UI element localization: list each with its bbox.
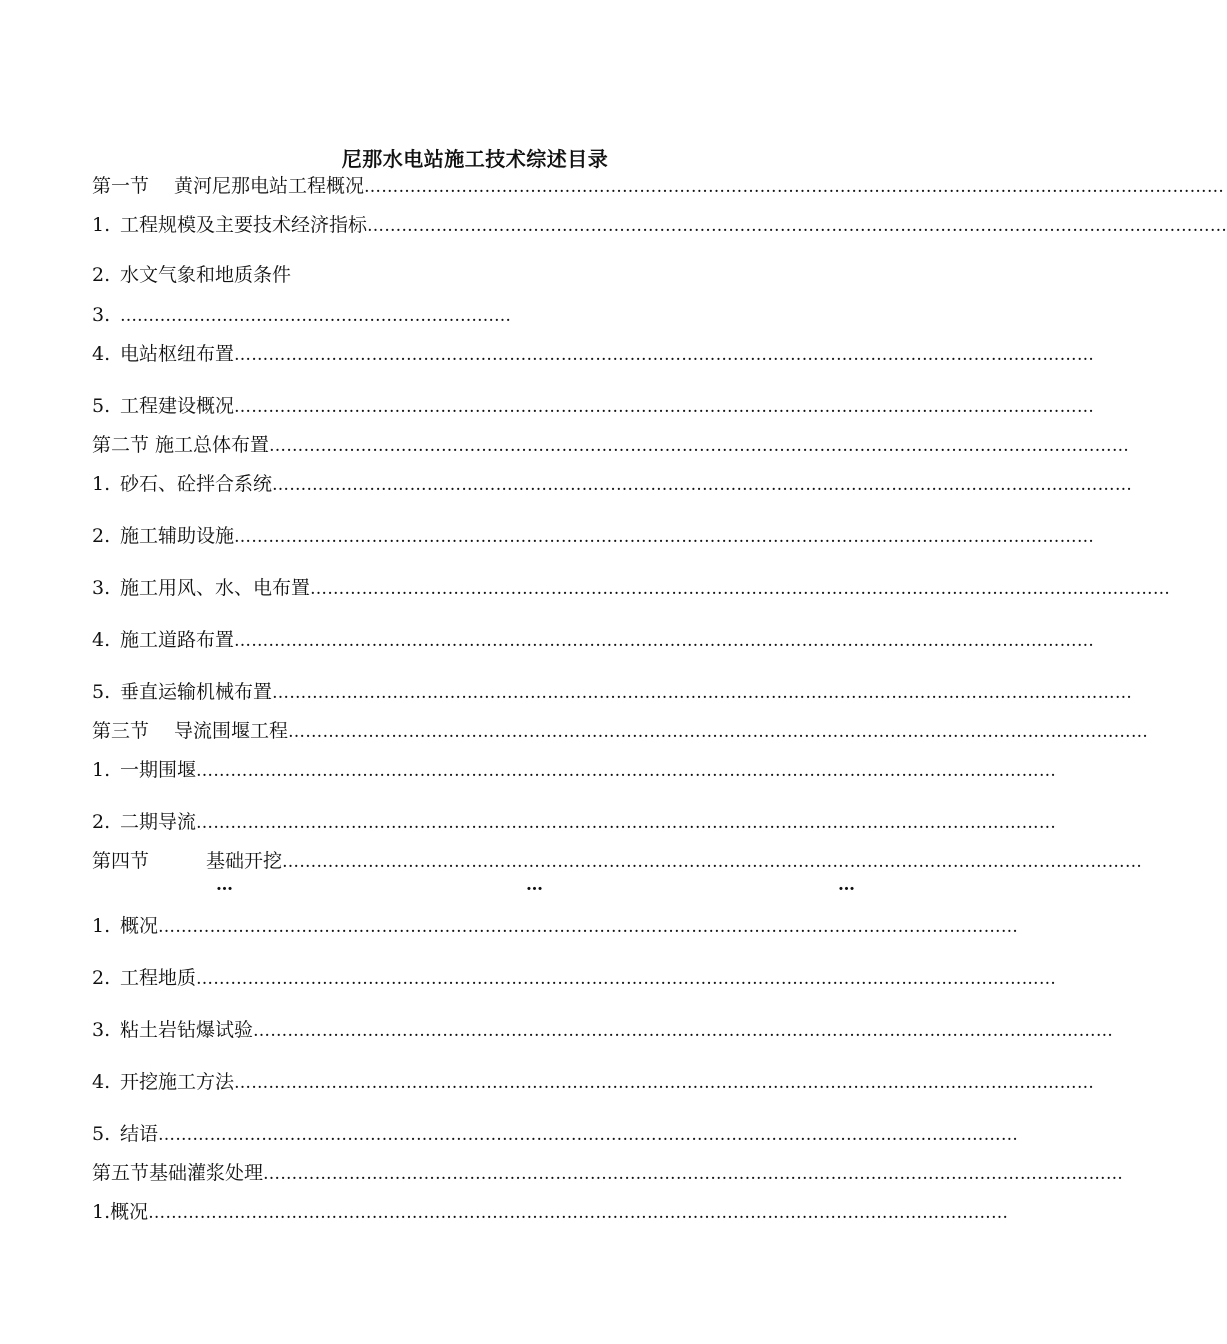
toc-entry-4-5[interactable] [92, 1121, 1019, 1147]
toc-leader-dots: …………………………………………………………………………………………………………………………………… [282, 852, 1143, 872]
toc-entry-number: 2. [92, 967, 111, 989]
toc-leader-dots: …………………………………………………………………………………………………………………………………… [367, 216, 1227, 236]
toc-entry-label: 工程建设概况 [120, 395, 235, 417]
toc-entry-label: 粘土岩钻爆试验 [120, 1019, 254, 1041]
toc-leader-dots: …………………………………………………………………………………………………………………………………… [148, 1203, 1009, 1223]
toc-leader-dots: …………………………………………………………………………………………………………………………………… [234, 631, 1095, 651]
toc-entry-4-1[interactable] [92, 913, 1019, 939]
toc-leader-dots: …………………………………………………………………………………………………………………………………… [272, 683, 1133, 703]
toc-leader-dots: …………………………………………………………………………………………………………………………………… [272, 475, 1133, 495]
toc-leader-dots: …………………………………………………………………………………………………………………………………… [158, 917, 1019, 937]
toc-entry-label: 开挖施工方法 [120, 1071, 235, 1093]
toc-entry-label: 一期围堰 [120, 759, 197, 781]
toc-entry-5-1[interactable] [92, 1199, 1009, 1225]
toc-entry-label: 1.概况 [92, 1201, 149, 1223]
toc-entry-label: 第一节 黄河尼那电站工程概况 [92, 175, 365, 197]
toc-entry-label: 施工用风、水、电布置 [120, 577, 311, 599]
toc-entry-label: 第四节 基础开挖 [92, 850, 283, 872]
toc-leader-dots: …………………………………………………………………………………………………………………………………… [234, 527, 1095, 547]
toc-entry-section-3[interactable] [92, 718, 1149, 744]
toc-entry-2-3[interactable] [92, 575, 1171, 601]
toc-entry-number: 4. [92, 629, 111, 651]
toc-entry-label: 概况 [120, 915, 159, 937]
toc-entry-section-5[interactable] [92, 1160, 1124, 1186]
toc-entry-4-4[interactable] [92, 1069, 1095, 1095]
toc-entry-1-4[interactable] [92, 341, 1095, 367]
toc-entry-2-5[interactable] [92, 679, 1133, 705]
toc-entry-label: 第三节 导流围堰工程 [92, 720, 289, 742]
toc-leader-dots: …………………………………………………………………………………………………………………………………… [234, 345, 1095, 365]
toc-entry-2-4[interactable] [92, 627, 1095, 653]
toc-entry-number: 3. [92, 577, 111, 599]
toc-leader-dots: …………………………………………………………………………………………………………………………………… [310, 579, 1171, 599]
toc-entry-label: 第五节基础灌浆处理 [92, 1162, 264, 1184]
toc-entry-number: 5. [92, 681, 111, 703]
toc-entry-label: 施工辅助设施 [120, 525, 235, 547]
toc-entry-3-2[interactable] [92, 809, 1057, 835]
toc-leader-dots: …………………………………………………………………………………………………………………………………… [234, 1073, 1095, 1093]
toc-entry-label: …………………………………………………………… [120, 306, 511, 326]
toc-entry-1-2[interactable] [92, 262, 860, 288]
toc-entry-label: 电站枢纽布置 [120, 343, 235, 365]
toc-entry-1-5[interactable] [92, 393, 1095, 419]
toc-entry-3-1[interactable] [92, 757, 1057, 783]
toc-entry-label: 工程地质 [120, 967, 197, 989]
toc-entry-number: 4. [92, 1071, 111, 1093]
toc-leader-dots: …………………………………………………………………………………………………………………………………… [269, 436, 1130, 456]
toc-entry-section-2[interactable] [92, 432, 1130, 458]
toc-entry-number: 2. [92, 264, 111, 286]
toc-entry-number: 2. [92, 811, 111, 833]
toc-leader-dots: …………………………………………………………………………………………………………………………………… [196, 813, 1057, 833]
toc-entry-section-1[interactable] [92, 173, 1225, 199]
toc-entry-2-1[interactable] [92, 471, 1133, 497]
toc-leader-dots: …………………………………………………………………………………………………………………………………… [288, 722, 1149, 742]
toc-entry-number: 4. [92, 343, 111, 365]
toc-entry-label: 结语 [120, 1123, 159, 1145]
toc-entry-label: 二期导流 [120, 811, 197, 833]
toc-overflow-dots: … [526, 875, 543, 895]
toc-overflow-dots: … [838, 875, 855, 895]
toc-entry-2-2[interactable] [92, 523, 1095, 549]
toc-entry-1-3[interactable] [92, 302, 692, 328]
toc-entry-number: 3. [92, 304, 111, 326]
toc-entry-label: 施工道路布置 [120, 629, 235, 651]
toc-entry-label: 垂直运输机械布置 [120, 681, 273, 703]
toc-leader-dots: …………………………………………………………………………………………………………………………………… [234, 397, 1095, 417]
toc-entry-number: 2. [92, 525, 111, 547]
toc-overflow-dots: … [216, 875, 233, 895]
toc-entry-label: 砂石、砼拌合系统 [120, 473, 273, 495]
toc-leader-dots: …………………………………………………………………………………………………………………………………… [263, 1164, 1124, 1184]
toc-entry-number: 5. [92, 395, 111, 417]
toc-entry-4-3[interactable] [92, 1017, 1114, 1043]
toc-entry-label: 第二节 施工总体布置 [92, 434, 270, 456]
toc-entry-section-4[interactable] [92, 848, 1143, 874]
toc-entry-label: 工程规模及主要技术经济指标 [120, 214, 368, 236]
toc-leader-dots: …………………………………………………………………………………………………………………………………… [364, 177, 1225, 197]
toc-entry-4-2[interactable] [92, 965, 1057, 991]
toc-entry-1-1[interactable] [92, 212, 1227, 238]
toc-leader-dots: …………………………………………………………………………………………………………………………………… [196, 761, 1057, 781]
toc-entry-number: 1. [92, 759, 111, 781]
toc-entry-number: 1. [92, 214, 111, 236]
toc-entry-number: 1. [92, 915, 111, 937]
toc-leader-dots: …………………………………………………………………………………………………………………………………… [158, 1125, 1019, 1145]
toc-leader-dots: …………………………………………………………………………………………………………………………………… [253, 1021, 1114, 1041]
toc-entry-label: 水文气象和地质条件 [120, 264, 292, 286]
page-title: 尼那水电站施工技术综述目录 [341, 147, 609, 171]
toc-entry-number: 1. [92, 473, 111, 495]
toc-entry-number: 3. [92, 1019, 111, 1041]
toc-leader-dots: …………………………………………………………………………………………………………………………………… [196, 969, 1057, 989]
toc-entry-number: 5. [92, 1123, 111, 1145]
